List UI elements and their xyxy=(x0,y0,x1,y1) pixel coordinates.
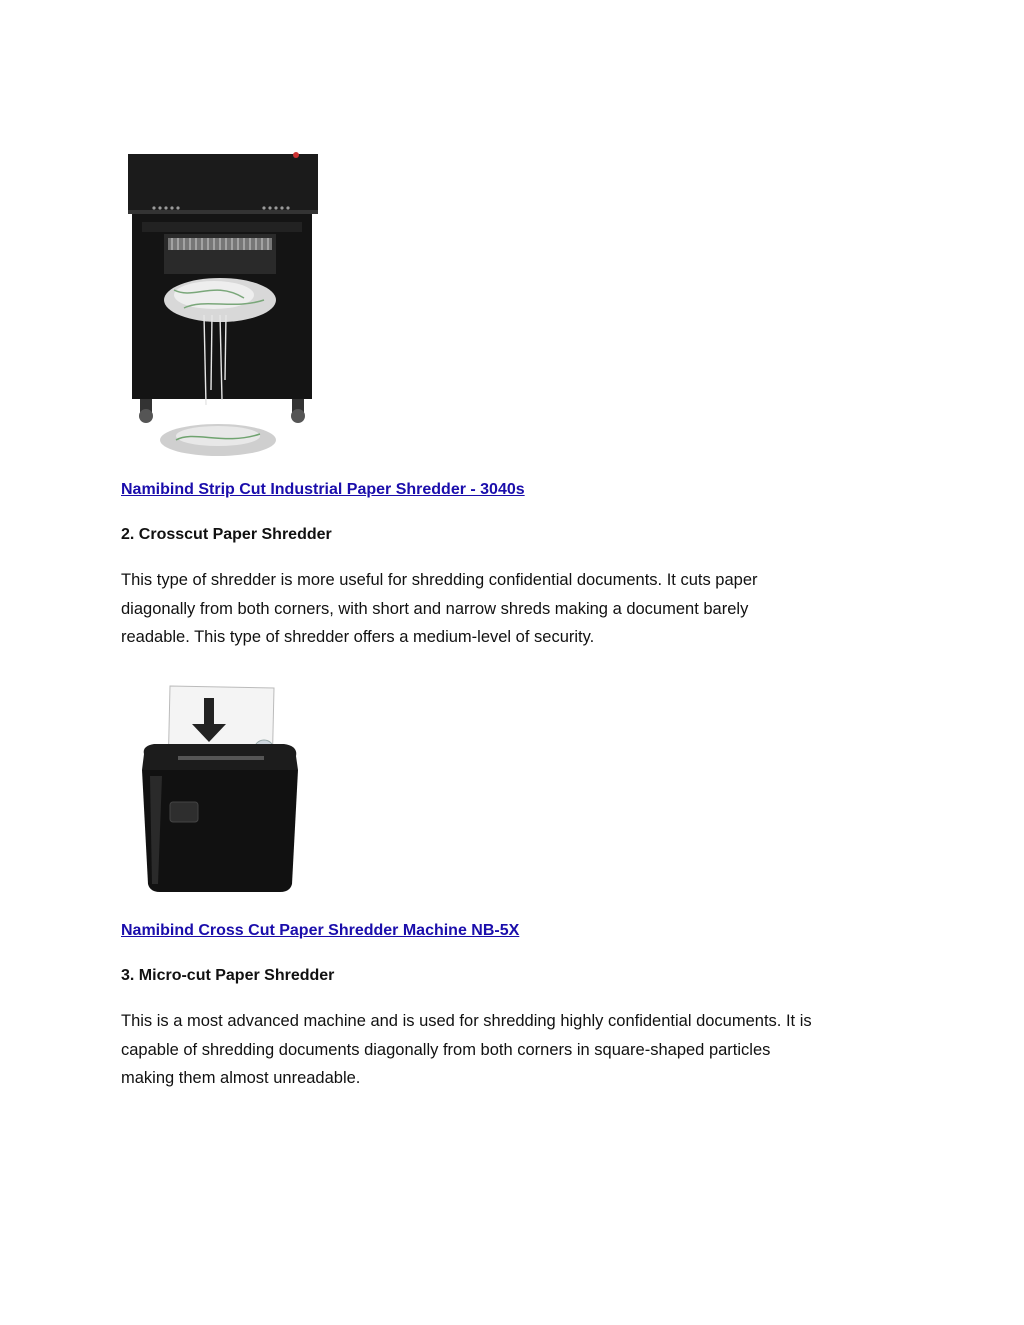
crosscut-paragraph xyxy=(121,566,911,652)
paragraph-line: readable. This type of shredder offers a medium-level of security. xyxy=(121,628,595,646)
crosscut-heading: 2. Crosscut Paper Shredder xyxy=(121,526,332,543)
cross-cut-shredder-image xyxy=(132,684,307,896)
paragraph-line: diagonally from both corners, with short and narrow shreds making a document barely xyxy=(121,599,749,618)
micro-cut-heading: 3. Micro-cut Paper Shredder xyxy=(121,967,335,984)
paragraph-line: capable of shredding documents diagonally from both corners in square-shaped particles xyxy=(121,1040,771,1059)
paragraph-line: This is a most advanced machine and is used for shredding highly confidential documents. It is xyxy=(121,1012,812,1030)
paragraph-line: making them almost unreadable. xyxy=(121,1069,361,1087)
cross-cut-shredder-link[interactable]: Namibind Cross Cut Paper Shredder Machine NB-5X xyxy=(121,922,520,939)
paragraph-line: This type of shredder is more useful for shredding confidential documents. It cuts paper xyxy=(121,571,758,589)
strip-cut-shredder-link[interactable]: Namibind Strip Cut Industrial Paper Shredder - 3040s xyxy=(121,481,525,498)
micro-cut-paragraph xyxy=(121,1007,911,1093)
strip-cut-shredder-image xyxy=(124,150,324,462)
